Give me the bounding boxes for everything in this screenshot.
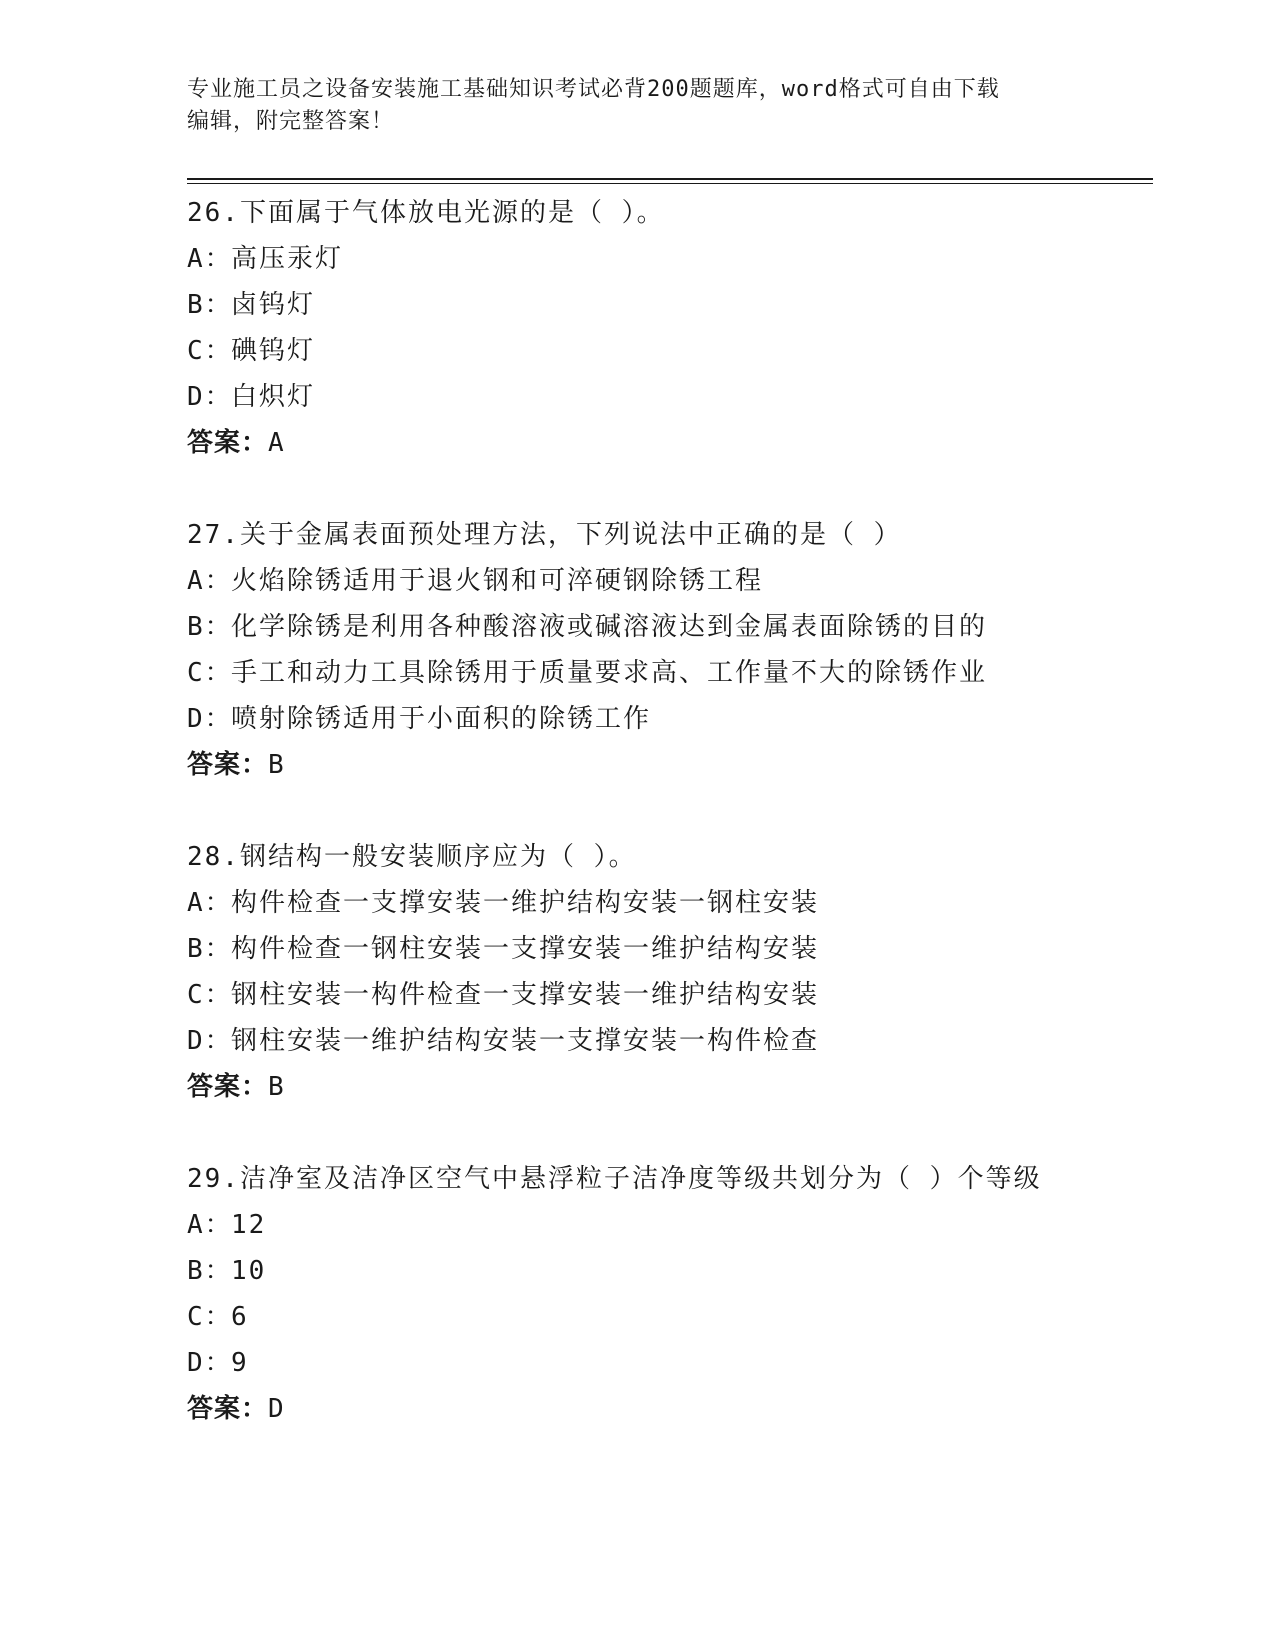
option-label: A： <box>187 888 233 918</box>
document-header <box>187 74 1087 138</box>
option-a <box>187 880 1147 926</box>
option-label: B： <box>187 290 233 320</box>
answer-label: 答案： <box>187 1394 269 1424</box>
option-label: C： <box>187 336 233 366</box>
header-line-2: 编辑，附完整答案！ <box>187 109 395 134</box>
option-text: 钢柱安装一维护结构安装一支撑安装一构件检查 <box>231 1026 820 1056</box>
option-label: C： <box>187 1302 233 1332</box>
header-divider-thin <box>187 183 1153 184</box>
answer-line <box>187 1064 1147 1110</box>
option-text: 碘钨灯 <box>231 336 316 366</box>
option-label: B： <box>187 612 233 642</box>
answer-value: A <box>268 428 284 458</box>
option-label: D： <box>187 382 233 412</box>
option-label: C： <box>187 980 233 1010</box>
option-label: D： <box>187 704 233 734</box>
option-a <box>187 236 1147 282</box>
answer-label: 答案： <box>187 750 269 780</box>
option-text: 钢柱安装一构件检查一支撑安装一维护结构安装 <box>231 980 820 1010</box>
option-text: 12 <box>231 1210 267 1240</box>
question-stem: 26.下面属于气体放电光源的是（ ）。 <box>187 198 665 228</box>
option-text: 10 <box>231 1256 267 1286</box>
answer-line <box>187 742 1147 788</box>
answer-line <box>187 420 1147 466</box>
option-label: C： <box>187 658 233 688</box>
answer-label: 答案： <box>187 1072 269 1102</box>
question-stem: 29.洁净室及洁净区空气中悬浮粒子洁净度等级共划分为（ ）个等级 <box>187 1164 1042 1194</box>
option-c <box>187 1294 1147 1340</box>
option-text: 构件检查一支撑安装一维护结构安装一钢柱安装 <box>231 888 820 918</box>
option-text: 火焰除锈适用于退火钢和可淬硬钢除锈工程 <box>231 566 764 596</box>
option-text: 卤钨灯 <box>231 290 316 320</box>
answer-label: 答案： <box>187 428 269 458</box>
option-a <box>187 1202 1147 1248</box>
option-c <box>187 650 1147 696</box>
option-label: B： <box>187 1256 233 1286</box>
option-d <box>187 696 1147 742</box>
option-label: A： <box>187 1210 233 1240</box>
question-26 <box>187 190 1147 466</box>
option-text: 9 <box>231 1348 249 1378</box>
option-label: A： <box>187 566 233 596</box>
question-28 <box>187 834 1147 1110</box>
option-label: D： <box>187 1348 233 1378</box>
header-line-1: 专业施工员之设备安装施工基础知识考试必背200题题库，word格式可自由下载 <box>187 77 1000 102</box>
option-c <box>187 328 1147 374</box>
option-b <box>187 282 1147 328</box>
answer-value: B <box>268 750 284 780</box>
answer-line <box>187 1386 1147 1432</box>
option-text: 手工和动力工具除锈用于质量要求高、工作量不大的除锈作业 <box>231 658 988 688</box>
option-label: D： <box>187 1026 233 1056</box>
option-d <box>187 1340 1147 1386</box>
option-text: 构件检查一钢柱安装一支撑安装一维护结构安装 <box>231 934 820 964</box>
answer-value: B <box>268 1072 284 1102</box>
option-text: 白炽灯 <box>231 382 316 412</box>
question-27 <box>187 512 1147 788</box>
option-a <box>187 558 1147 604</box>
option-b <box>187 926 1147 972</box>
option-d <box>187 374 1147 420</box>
option-b <box>187 1248 1147 1294</box>
answer-value: D <box>268 1394 284 1424</box>
option-text: 喷射除锈适用于小面积的除锈工作 <box>231 704 652 734</box>
header-divider-thick <box>187 178 1153 180</box>
option-text: 化学除锈是利用各种酸溶液或碱溶液达到金属表面除锈的目的 <box>231 612 988 642</box>
option-text: 高压汞灯 <box>231 244 344 274</box>
question-29 <box>187 1156 1147 1432</box>
question-stem: 27.关于金属表面预处理方法，下列说法中正确的是（ ） <box>187 520 902 550</box>
option-text: 6 <box>231 1302 249 1332</box>
option-b <box>187 604 1147 650</box>
question-list <box>187 190 1147 1478</box>
option-label: B： <box>187 934 233 964</box>
option-c <box>187 972 1147 1018</box>
option-d <box>187 1018 1147 1064</box>
question-stem: 28.钢结构一般安装顺序应为（ ）。 <box>187 842 637 872</box>
option-label: A： <box>187 244 233 274</box>
